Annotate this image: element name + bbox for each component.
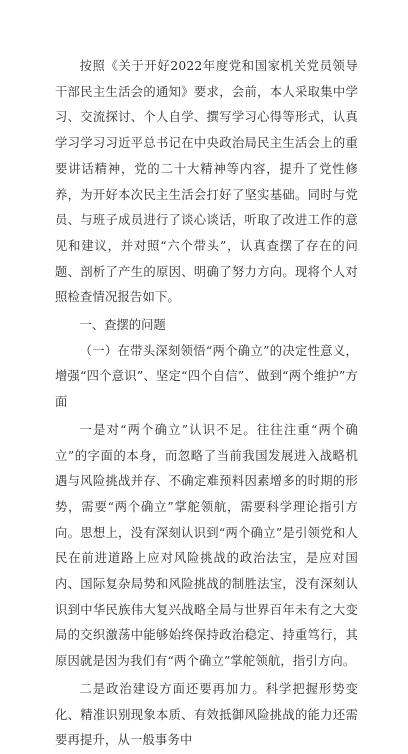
problem-paragraph-2: 二是政治建设方面还要再加力。科学把握形势变化、精准识别现象本质、有效抵御风险挑战的能力还需要再提升，从一般事务中	[55, 681, 358, 748]
intro-paragraph: 按照《关于开好2022年度党和国家机关党员领导干部民主生活会的通知》要求，会前，本人采取集中学习、交流探讨、个人自学、撰写学习心得等形式，认真学习学习习近平总书记在中央政治局民主生活会上的重要讲话精神，党的二十大精神等内容，提升了党性修养，为开好本次民主生活会打好了坚实基础。同时与党员、与班子成员进行了谈心谈话，听取了改进工作的意见和建议，并对照“六个带头”，认真查摆了存在的问题、剖析了产生的原因、明确了努力方向。现将个人对照检查情况报告如下。	[55, 59, 358, 305]
section-heading: 一、查摆的问题	[79, 318, 166, 333]
problem-paragraph-1: 一是对“两个确立”认识不足。往往注重“两个确立”的字面的本身，而忽略了当前我国发展进入战略机遇与风险挑战并存、不确定难预料因素增多的时期的形势，需要“两个确立”掌舵领航，需要科学理论指引方向。思想上，没有深刻认识到“两个确立”是引领党和人民在前进道路上应对风险挑战的政治法宝，是应对国内、国际复杂局势和风险挑战的制胜法宝，没有深刻认识到中华民族伟大复兴战略全局与世界百年未有之大变局的交织激荡中能够始终保持政治稳定、持重笃行，其原因就是因为我们有“两个确立”掌舵领航，指引方向。	[55, 422, 358, 669]
subsection-heading: （一）在带头深刻领悟“两个确立”的决定性意义，增强“四个意识”、坚定“四个自信”、做到“两个维护”方面	[55, 343, 358, 410]
